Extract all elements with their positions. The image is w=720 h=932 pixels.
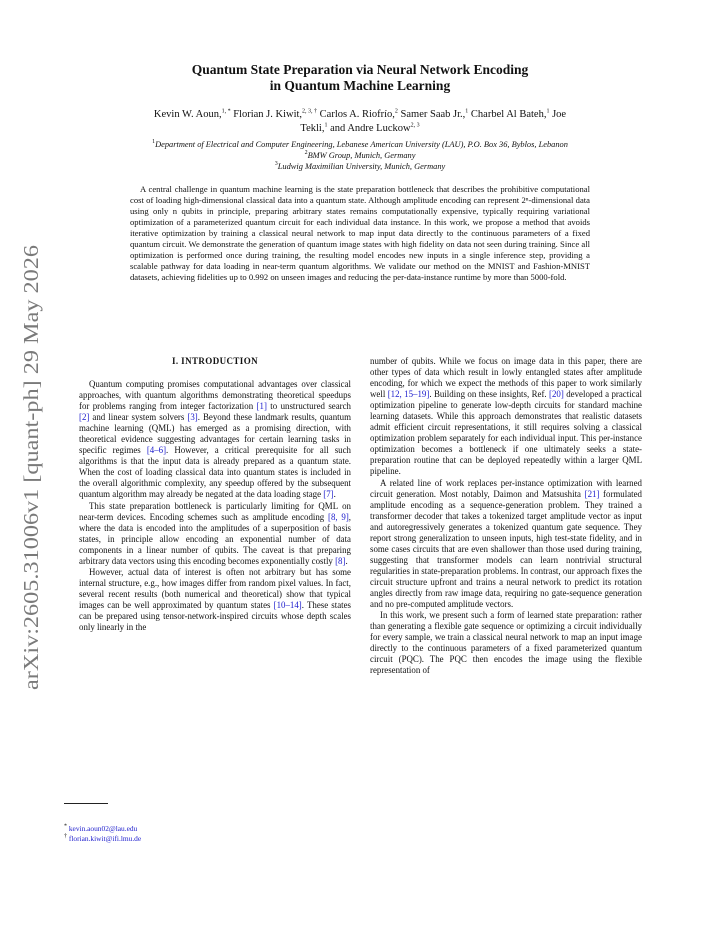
citation-link[interactable]: [7] [323, 489, 334, 500]
paragraph [370, 478, 642, 611]
author-conjunction: and [330, 123, 346, 134]
citation-link[interactable]: [1] [256, 401, 267, 412]
author-affil-marker: 2, 3 [410, 122, 420, 129]
citation-link[interactable]: [12, 15–19] [387, 389, 430, 400]
author-list [150, 108, 570, 136]
citation-link[interactable]: [8, 9] [328, 511, 349, 522]
author-name: Florian J. Kiwit, [233, 109, 303, 120]
text-run: developed a practical optimization pipeline to generate low-depth circuits for standard machine learning datasets. While this approach demonstrates that realistic datasets admit efficient circuit representations, it still requires solving a classical optimization problem separately for each individual input. This per-instance optimization becomes a bottleneck if one ultimately seeks a state-preparation routine that can be deployed repeatedly within a larger QML pipeline. [370, 389, 643, 477]
text-run: to unstructured search [266, 401, 351, 412]
author-name: Samer Saab Jr., [400, 109, 466, 120]
paragraph [79, 567, 351, 633]
footnote-rule [64, 803, 108, 804]
text-run: A related line of work replaces per-instance optimization with learned circuit generation. Most notably, Daimon and Matsushita [370, 477, 642, 499]
text-run: formulated amplitude encoding as a sequence-generation problem. They trained a transformer decoder that takes a tokenized target amplitude vector as input and autoregressively generates a tokenized quantum gate sequence. They report strong generalization to unseen inputs, high test-state fidelity, and in some cases circuits that are even shallower than those used during training, suggesting that transformer models can learn nontrivial structural regularities in state-preparation problems. In contrast, our approach fixes the circuit structure upfront and trains a neural network to predict its rotation angles directly from raw image data, requiring no gate-sequence generation and no pre-computed amplitude vectors. [370, 488, 642, 610]
author-affil-marker: 1 [546, 108, 550, 115]
arxiv-identifier [4, 240, 54, 700]
footnote-mark: * [64, 823, 67, 830]
affiliation-number: 3 [274, 161, 278, 168]
text-run: . [333, 489, 336, 500]
footnote [64, 824, 344, 834]
affiliation [58, 150, 662, 161]
text-run: number of qubits. While we focus on image data in this paper, there are other types of data which result in lowly entangled states after amplitude encoding, for which we expect the methods of this paper to work similarly well [370, 356, 642, 400]
affiliation-text: Department of Electrical and Computer Engineering, Lebanese American University (LAU), P.O. Box 36, Byblos, Lebanon [155, 140, 568, 149]
affiliation [58, 161, 662, 172]
affiliation-text: BMW Group, Munich, Germany [307, 151, 416, 160]
author-affil-marker: 1 [465, 108, 469, 115]
text-run: In this work, we present such a form of learned state preparation: rather than generating a flexible gate sequence or optimizing a circuit individually for every sample, we train a classical neural network to map an input image directly to the continuous parameters of a fixed parameterized quantum circuit (PQC). The PQC then encodes the image using the flexible representation of [370, 610, 642, 676]
citation-link[interactable]: [10–14] [273, 599, 302, 610]
text-run: . However, a critical prerequisite for all such algorithms is that the input data is already prepared as a quantum state. When the cost of loading classical data into quantum states is included in the overall algorithmic complexity, any speedup offered by the subsequent quantum algorithm may already be negated at the data loading stage [79, 445, 351, 500]
text-run: Quantum computing promises computational advantages over classical approaches, with quantum algorithms demonstrating theoretical speedups for problems ranging from integer factorization [79, 379, 351, 412]
affiliation-number: 1 [152, 139, 156, 146]
author-affil-marker: 2, 3, † [302, 108, 318, 115]
author-name: Charbel Al Bateh, [470, 109, 547, 120]
author-name: Andre Luckow [347, 123, 411, 134]
affiliation-text: Ludwig Maximilian University, Munich, Germany [277, 162, 446, 171]
footnotes [64, 824, 344, 843]
affiliation [58, 139, 662, 150]
text-run: . Building on these insights, Ref. [429, 389, 550, 400]
paragraph [79, 501, 351, 567]
citation-link[interactable]: [4–6] [146, 445, 167, 456]
paragraph [370, 610, 642, 676]
right-column [370, 356, 642, 676]
author-name: Joe Tekli, [300, 109, 567, 134]
author-affil-marker: 2 [394, 108, 398, 115]
citation-link[interactable]: [21] [584, 488, 600, 499]
section-heading: I. INTRODUCTION [171, 356, 258, 366]
arxiv-identifier-text: arXiv:2605.31006v1 [quant-ph] 29 May 2026 [19, 304, 43, 690]
title-line-1: Quantum State Preparation via Neural Network Encoding [191, 62, 529, 77]
email-link[interactable]: florian.kiwit@ifi.lmu.de [68, 833, 142, 843]
author-name: Carlos A. Riofrío, [319, 109, 395, 120]
text-run: This state preparation bottleneck is particularly limiting for QML on near-term devices. Encoding schemes such as amplitude encoding [79, 500, 351, 522]
author-affil-marker: 1 [324, 122, 328, 129]
text-run: and linear system solvers [89, 412, 188, 423]
citation-link[interactable]: [20] [549, 389, 564, 400]
left-column [79, 356, 351, 633]
affiliation-number: 2 [304, 150, 308, 157]
text-run: However, actual data of interest is often not arbitrary but has some internal structure, e.g., how images differ from random pixel values. In fact, several recent results (both numerical and theoretical) show that typical images can be well approximated by quantum states [79, 566, 351, 610]
paragraph [79, 379, 351, 501]
citation-link[interactable]: [3] [187, 412, 198, 423]
email-link[interactable]: kevin.aoun02@lau.edu [68, 824, 138, 833]
paper-title [120, 62, 600, 94]
arxiv-identifier-graphic [4, 240, 54, 700]
text-run: , where the data is encoded into the amplitudes of a superposition of basis states, in principle allow encoding an exponential number of data components in a linear number of qubits. The caveat is that preparing arbitrary data vectors using this encoding becomes exponentially costly [79, 511, 352, 566]
text-run: . These states can be prepared using tensor-network-inspired circuits whose depth scales only linearly in the [79, 599, 352, 633]
footnote-mark: † [64, 833, 67, 840]
text-run: . [345, 555, 348, 566]
citation-link[interactable]: [8] [335, 555, 346, 566]
title-line-2: in Quantum Machine Learning [269, 78, 451, 93]
citation-link[interactable]: [2] [79, 412, 90, 423]
text-run: . Beyond these landmark results, quantum machine learning (QML) has emerged as a promising direction, with theoretical evidence suggesting advantages for certain learning tasks in specific regimes [79, 412, 351, 456]
paragraph [370, 356, 642, 478]
affiliations [58, 139, 662, 172]
abstract: A central challenge in quantum machine learning is the state preparation bottleneck that describes the prohibitive computational cost of loading high-dimensional classical data into a quantum state. Although amplitude encoding can represent 2ⁿ-dimensional data using only n qubits in principle, preparing arbitrary states remains computationally expensive, typically requiring variational optimization of a parameterized quantum circuit for each individual data instance. In this work, we propose a method that avoids iterative optimization by training a classical neural network to map input data directly to the continuous parameters of a fixed quantum circuit. We demonstrate the generation of quantum image states with high fidelity on data not seen during training. Since all optimization is performed once during training, the resulting model encodes new inputs in a single inference step, providing a scalable pathway for data loading in near-term quantum algorithms. We validate our method on the MNIST and Fashion-MNIST datasets, achieving fidelities up to 0.992 on unseen images and reducing the per-data-instance runtime by more than 5000-fold. [130, 184, 590, 283]
author-name: Kevin W. Aoun, [153, 109, 222, 120]
author-affil-marker: 1, * [221, 108, 231, 115]
footnote [64, 834, 344, 844]
